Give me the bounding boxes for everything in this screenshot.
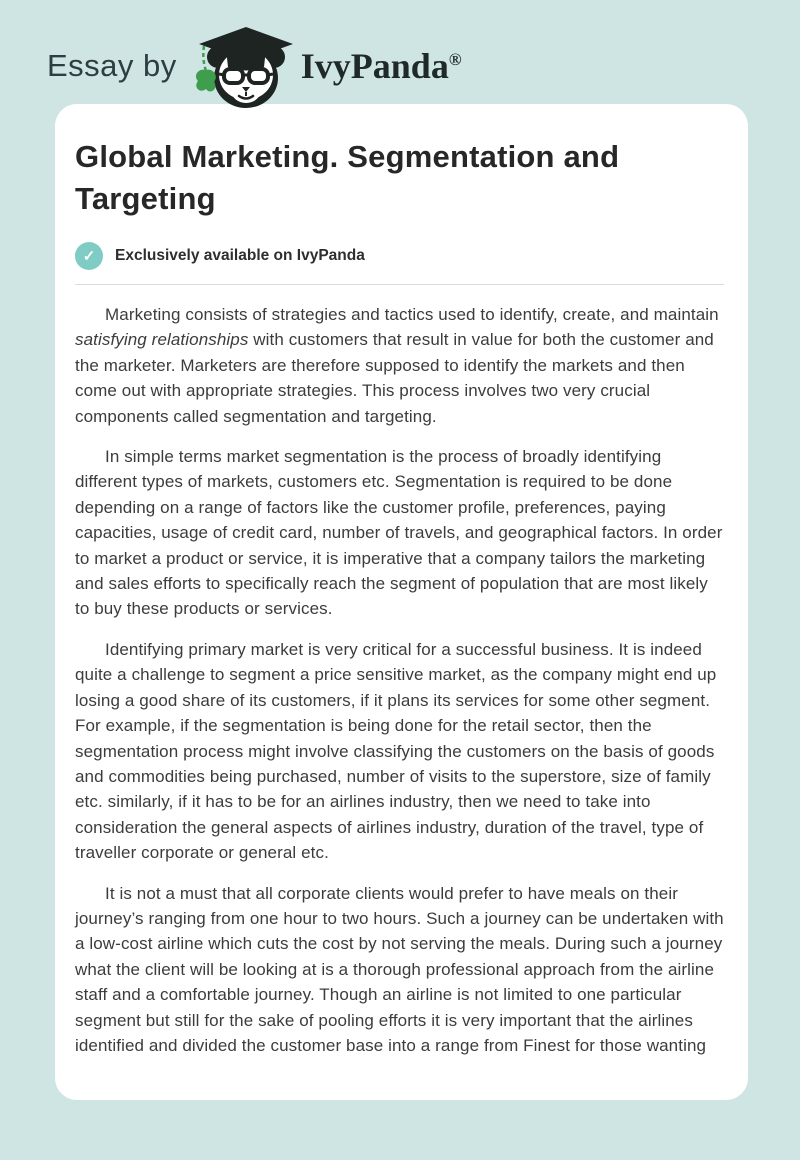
essay-card [55,104,748,1100]
brand-name-text: IvyPanda [300,46,449,86]
check-icon: ✓ [75,242,103,270]
paragraph-1-rest: with customers that result in value for both the customer and the marketer. Marketers are therefore supposed to identify the markets and then come out with appropriate strategies. This process involves two very crucial components called segmentation and targeting. [75,330,714,426]
essay-paragraph-2: In simple terms market segmentation is the process of broadly identifying different types of markets, customers etc. Segmentation is required to be done depending on a range of factors like the customer profile, preferences, paying capacities, usage of credit card, number of travels, and geographical factors. In order to market a product or service, it is imperative that a company tailors the marketing and sales efforts to specifically reach the segment of population that are most likely to buy these products or services. [75,447,723,619]
exclusive-badge-label: Exclusively available on IvyPanda [115,247,365,264]
paragraph-1-italic-phrase: satisfying relationships [75,330,249,350]
page-title: Global Marketing. Segmentation and Targeting [75,139,620,216]
essay-paragraph-1 [75,302,724,429]
paragraph-1-lead: Marketing consists of strategies and tactics used to identify, create, and maintain [105,305,719,324]
exclusive-badge [75,242,724,270]
brand-name [301,48,462,84]
essay-paragraph-3: Identifying primary market is very critical for a successful business. It is indeed quite a challenge to segment a price sensitive market, as the company might end up losing a good share of its customers, if it plans its services for some other segment. For example, if the segmentation is being done for the retail sector, then the segmentation process might involve classifying the customers on the basis of goods and commodities being purchased, number of visits to the superstore, size of family etc. similarly, if it has to be for an airlines industry, then we need to take into consideration the general aspects of airlines industry, duration of the travel, type of traveller corporate or general etc. [75,639,717,863]
registered-mark: ® [448,50,462,69]
essay-paragraph-4: It is not a must that all corporate clients would prefer to have meals on their journey’s ranging from one hour to two hours. Such a journey can be undertaken with a low-cost airline which cuts the cost by not serving the meals. During such a journey what the client will be looking at is a thorough professional approach from the airline staff and a comfortable journey. Though an airline is not limited to one particular segment but still for the sake of pooling efforts it is very important that the airlines identified and divided the customer base into a range from Finest for those wanting [75,883,724,1055]
essay-body [75,302,724,1058]
divider [75,284,724,285]
essay-by-label: Essay by [47,48,177,83]
page-header [0,0,800,104]
panda-graduate-logo-icon [193,23,297,109]
